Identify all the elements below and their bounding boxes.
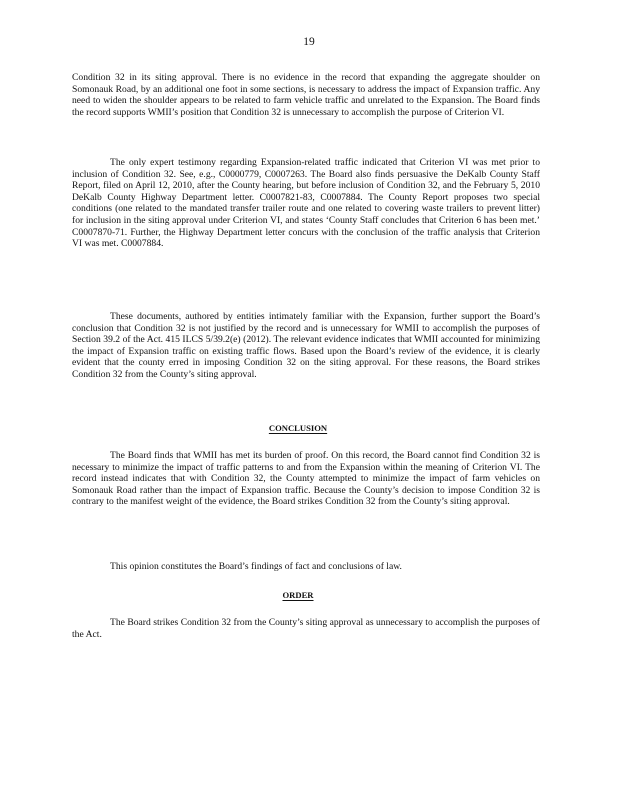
paragraph-conclusion: The Board finds that WMII has met its burden of proof. On this record, the Board cannot find Condition 32 is necessary to minimize the impact of traffic patterns to and from the Expansion within the meaning of Criterion VI. The record instead indicates that with Condition 32, the County attempted to minimize the impact of farm vehicles on Somonauk Road rather than the impact of Expansion traffic. Because the County’s decision to impose Condition 32 is contrary to the manifest weight of the evidence, the Board strikes Condition 32 from the County’s siting approval. xyxy=(72,450,540,508)
paragraph-expert-testimony: The only expert testimony regarding Expansion-related traffic indicated that Criterion VI was met prior to inclusion of Condition 32. See, e.g., C0000779, C0007263. The Board also finds persuasive the DeKalb County Staff Report, filed on April 12, 2010, after the County hearing, but before inclusion of Condition 32, and the February 5, 2010 DeKalb County Highway Department letter. C0007821-83, C0007884. The County Report proposes two special conditions (one related to the mandated transfer trailer route and one related to covering waste trailers to prevent litter) for inclusion in the siting approval under Criterion VI, and states ‘County Staff concludes that Criterion 6 has been met.’ C0007870-71. Further, the Highway Department letter concurs with the conclusion of the traffic analysis that Criterion VI was met. C0007884. xyxy=(72,157,540,250)
page-number: 19 xyxy=(303,36,315,48)
order-heading: ORDER xyxy=(282,590,314,600)
conclusion-heading: CONCLUSION xyxy=(268,423,328,433)
paragraph-findings-statement: This opinion constitutes the Board’s findings of fact and conclusions of law. xyxy=(110,561,402,572)
paragraph-condition-32-continued: Condition 32 in its siting approval. There is no evidence in the record that expanding the aggregate shoulder on Somonauk Road, by an additional one foot in some sections, is necessary to address the impact of Expansion traffic. Any need to widen the shoulder appears to be related to farm vehicle traffic and unrelated to the Expansion. The Board finds the record supports WMII’s position that Condition 32 is unnecessary to accomplish the purpose of Criterion VI. xyxy=(72,72,540,118)
paragraph-order: The Board strikes Condition 32 from the County’s siting approval as unnecessary to accomplish the purposes of the Act. xyxy=(72,617,540,640)
paragraph-documents-support: These documents, authored by entities intimately familiar with the Expansion, further support the Board’s conclusion that Condition 32 is not justified by the record and is unnecessary for WMII to accomplish the purposes of Section 39.2 of the Act. 415 ILCS 5/39.2(e) (2012). The relevant evidence indicates that WMII accounted for minimizing the impact of Expansion traffic on existing traffic flows. Based upon the Board’s review of the evidence, it is clearly evident that the county erred in imposing Condition 32 on the siting approval. For these reasons, the Board strikes Condition 32 from the County’s siting approval. xyxy=(72,311,540,380)
